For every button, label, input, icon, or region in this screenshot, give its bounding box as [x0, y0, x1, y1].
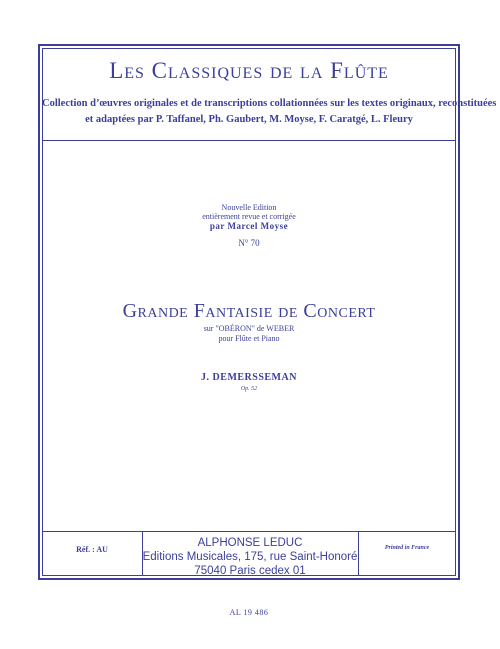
footer-right-divider	[358, 531, 359, 576]
header-divider	[42, 140, 456, 141]
edition-line-2: entièrement revue et corrigée	[202, 212, 296, 221]
edition-editor: par Marcel Moyse	[209, 221, 289, 231]
publisher-address-line-1: Editions Musicales, 175, rue Saint-Honoré	[142, 551, 358, 563]
work-title: Grande Fantaisie de Concert	[122, 300, 376, 322]
work-subtitle: sur "OBÉRON" de WEBER	[203, 324, 295, 333]
publisher-address-line-2: 75040 Paris cedex 01	[194, 565, 306, 577]
edition-line-1: Nouvelle Edition	[221, 203, 277, 212]
collection-description-line-2: et adaptées par P. Taffanel, Ph. Gaubert, M. Moyse, F. Caratgé, L. Fleury	[85, 114, 413, 125]
printed-in-label: Printed in France	[384, 545, 430, 551]
footer-divider	[42, 531, 456, 532]
reference-code: Réf. : AU	[76, 545, 108, 554]
edition-number: N° 70	[238, 238, 260, 248]
opus-number: Op. 52	[240, 386, 258, 392]
publisher-block	[142, 536, 358, 578]
composer-name: J. DEMERSSEMAN	[201, 372, 297, 383]
catalog-number: AL 19 486	[229, 608, 269, 617]
collection-description-line-1: Collection d’œuvres originales et de transcriptions collationnées sur les textes originaux, reconstituées	[42, 98, 497, 109]
series-title: Les Classiques de la Flûte	[109, 58, 389, 83]
work-instrumentation: pour Flûte et Piano	[218, 334, 280, 343]
publisher-name: ALPHONSE LEDUC	[197, 537, 303, 549]
